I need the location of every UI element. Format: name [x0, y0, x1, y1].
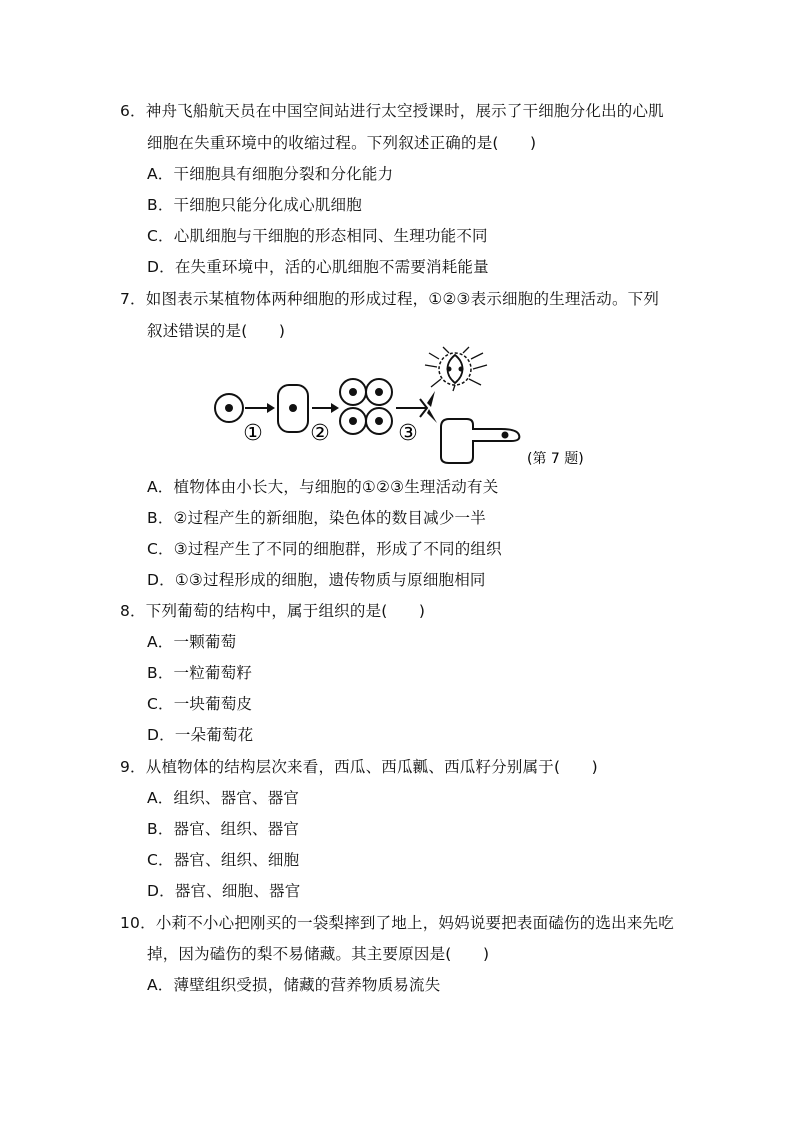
- root-hair-cell: [441, 419, 519, 463]
- question-10-stem-line-2: 掉，因为磕伤的梨不易储藏。其主要原因是( ): [147, 945, 490, 963]
- question-9-option-a: A．组织、器官、器官: [147, 789, 300, 807]
- question-8-option-a: A．一颗葡萄: [147, 633, 237, 651]
- question-8-stem: 8．下列葡萄的结构中，属于组织的是( ): [120, 602, 426, 620]
- figure-7-caption: (第 7 题): [527, 451, 584, 467]
- arrow-2-head: [331, 403, 339, 413]
- question-9-option-b: B．器官、组织、器官: [147, 820, 300, 838]
- question-7-option-a: A．植物体由小长大，与细胞的①②③生理活动有关: [147, 478, 499, 496]
- initial-cell-nucleus: [225, 404, 233, 412]
- question-6-option-b: B．干细胞只能分化成心肌细胞: [147, 196, 362, 214]
- step-3-label: ③: [398, 421, 418, 446]
- cell-formation-diagram: [205, 345, 595, 470]
- question-9-option-c: C．器官、组织、细胞: [147, 851, 300, 869]
- arrow-3-up-head: [427, 391, 435, 407]
- guard-cell-stoma: [425, 347, 487, 391]
- question-6-option-c: C．心肌细胞与干细胞的形态相同、生理功能不同: [147, 227, 488, 245]
- step-1-label: ①: [243, 421, 263, 446]
- question-7-stem-line-1: 7．如图表示某植物体两种细胞的形成过程，①②③表示细胞的生理活动。下列: [120, 290, 660, 308]
- question-6-stem-line-2: 细胞在失重环境中的收缩过程。下列叙述正确的是( ): [147, 134, 537, 152]
- step-2-label: ②: [310, 421, 330, 446]
- question-6-option-a: A．干细胞具有细胞分裂和分化能力: [147, 165, 394, 183]
- question-6-option-d: D．在失重环境中，活的心肌细胞不需要消耗能量: [147, 258, 489, 276]
- enlarged-cell-nucleus: [289, 404, 297, 412]
- question-7-option-c: C．③过程产生了不同的细胞群，形成了不同的组织: [147, 540, 502, 558]
- question-7-stem-line-2: 叙述错误的是( ): [147, 322, 286, 340]
- question-10-stem-line-1: 10．小莉不小心把刚买的一袋梨摔到了地上，妈妈说要把表面磕伤的选出来先吃: [120, 914, 674, 932]
- question-6-stem-line-1: 6．神舟飞船航天员在中国空间站进行太空授课时，展示了干细胞分化出的心肌: [120, 102, 664, 120]
- divided-cells: [340, 379, 392, 434]
- arrow-1-head: [267, 403, 275, 413]
- question-9-stem: 9．从植物体的结构层次来看，西瓜、西瓜瓤、西瓜籽分别属于( ): [120, 758, 598, 776]
- arrow-3-down-head: [427, 409, 437, 423]
- question-9-option-d: D．器官、细胞、器官: [147, 882, 301, 900]
- question-10-option-a: A．薄壁组织受损，储藏的营养物质易流失: [147, 976, 441, 994]
- question-7-option-b: B．②过程产生的新细胞，染色体的数目减少一半: [147, 509, 486, 527]
- question-7-option-d: D．①③过程形成的细胞，遗传物质与原细胞相同: [147, 571, 486, 589]
- question-8-option-c: C．一块葡萄皮: [147, 695, 253, 713]
- question-8-option-d: D．一朵葡萄花: [147, 726, 254, 744]
- question-8-option-b: B．一粒葡萄籽: [147, 664, 253, 682]
